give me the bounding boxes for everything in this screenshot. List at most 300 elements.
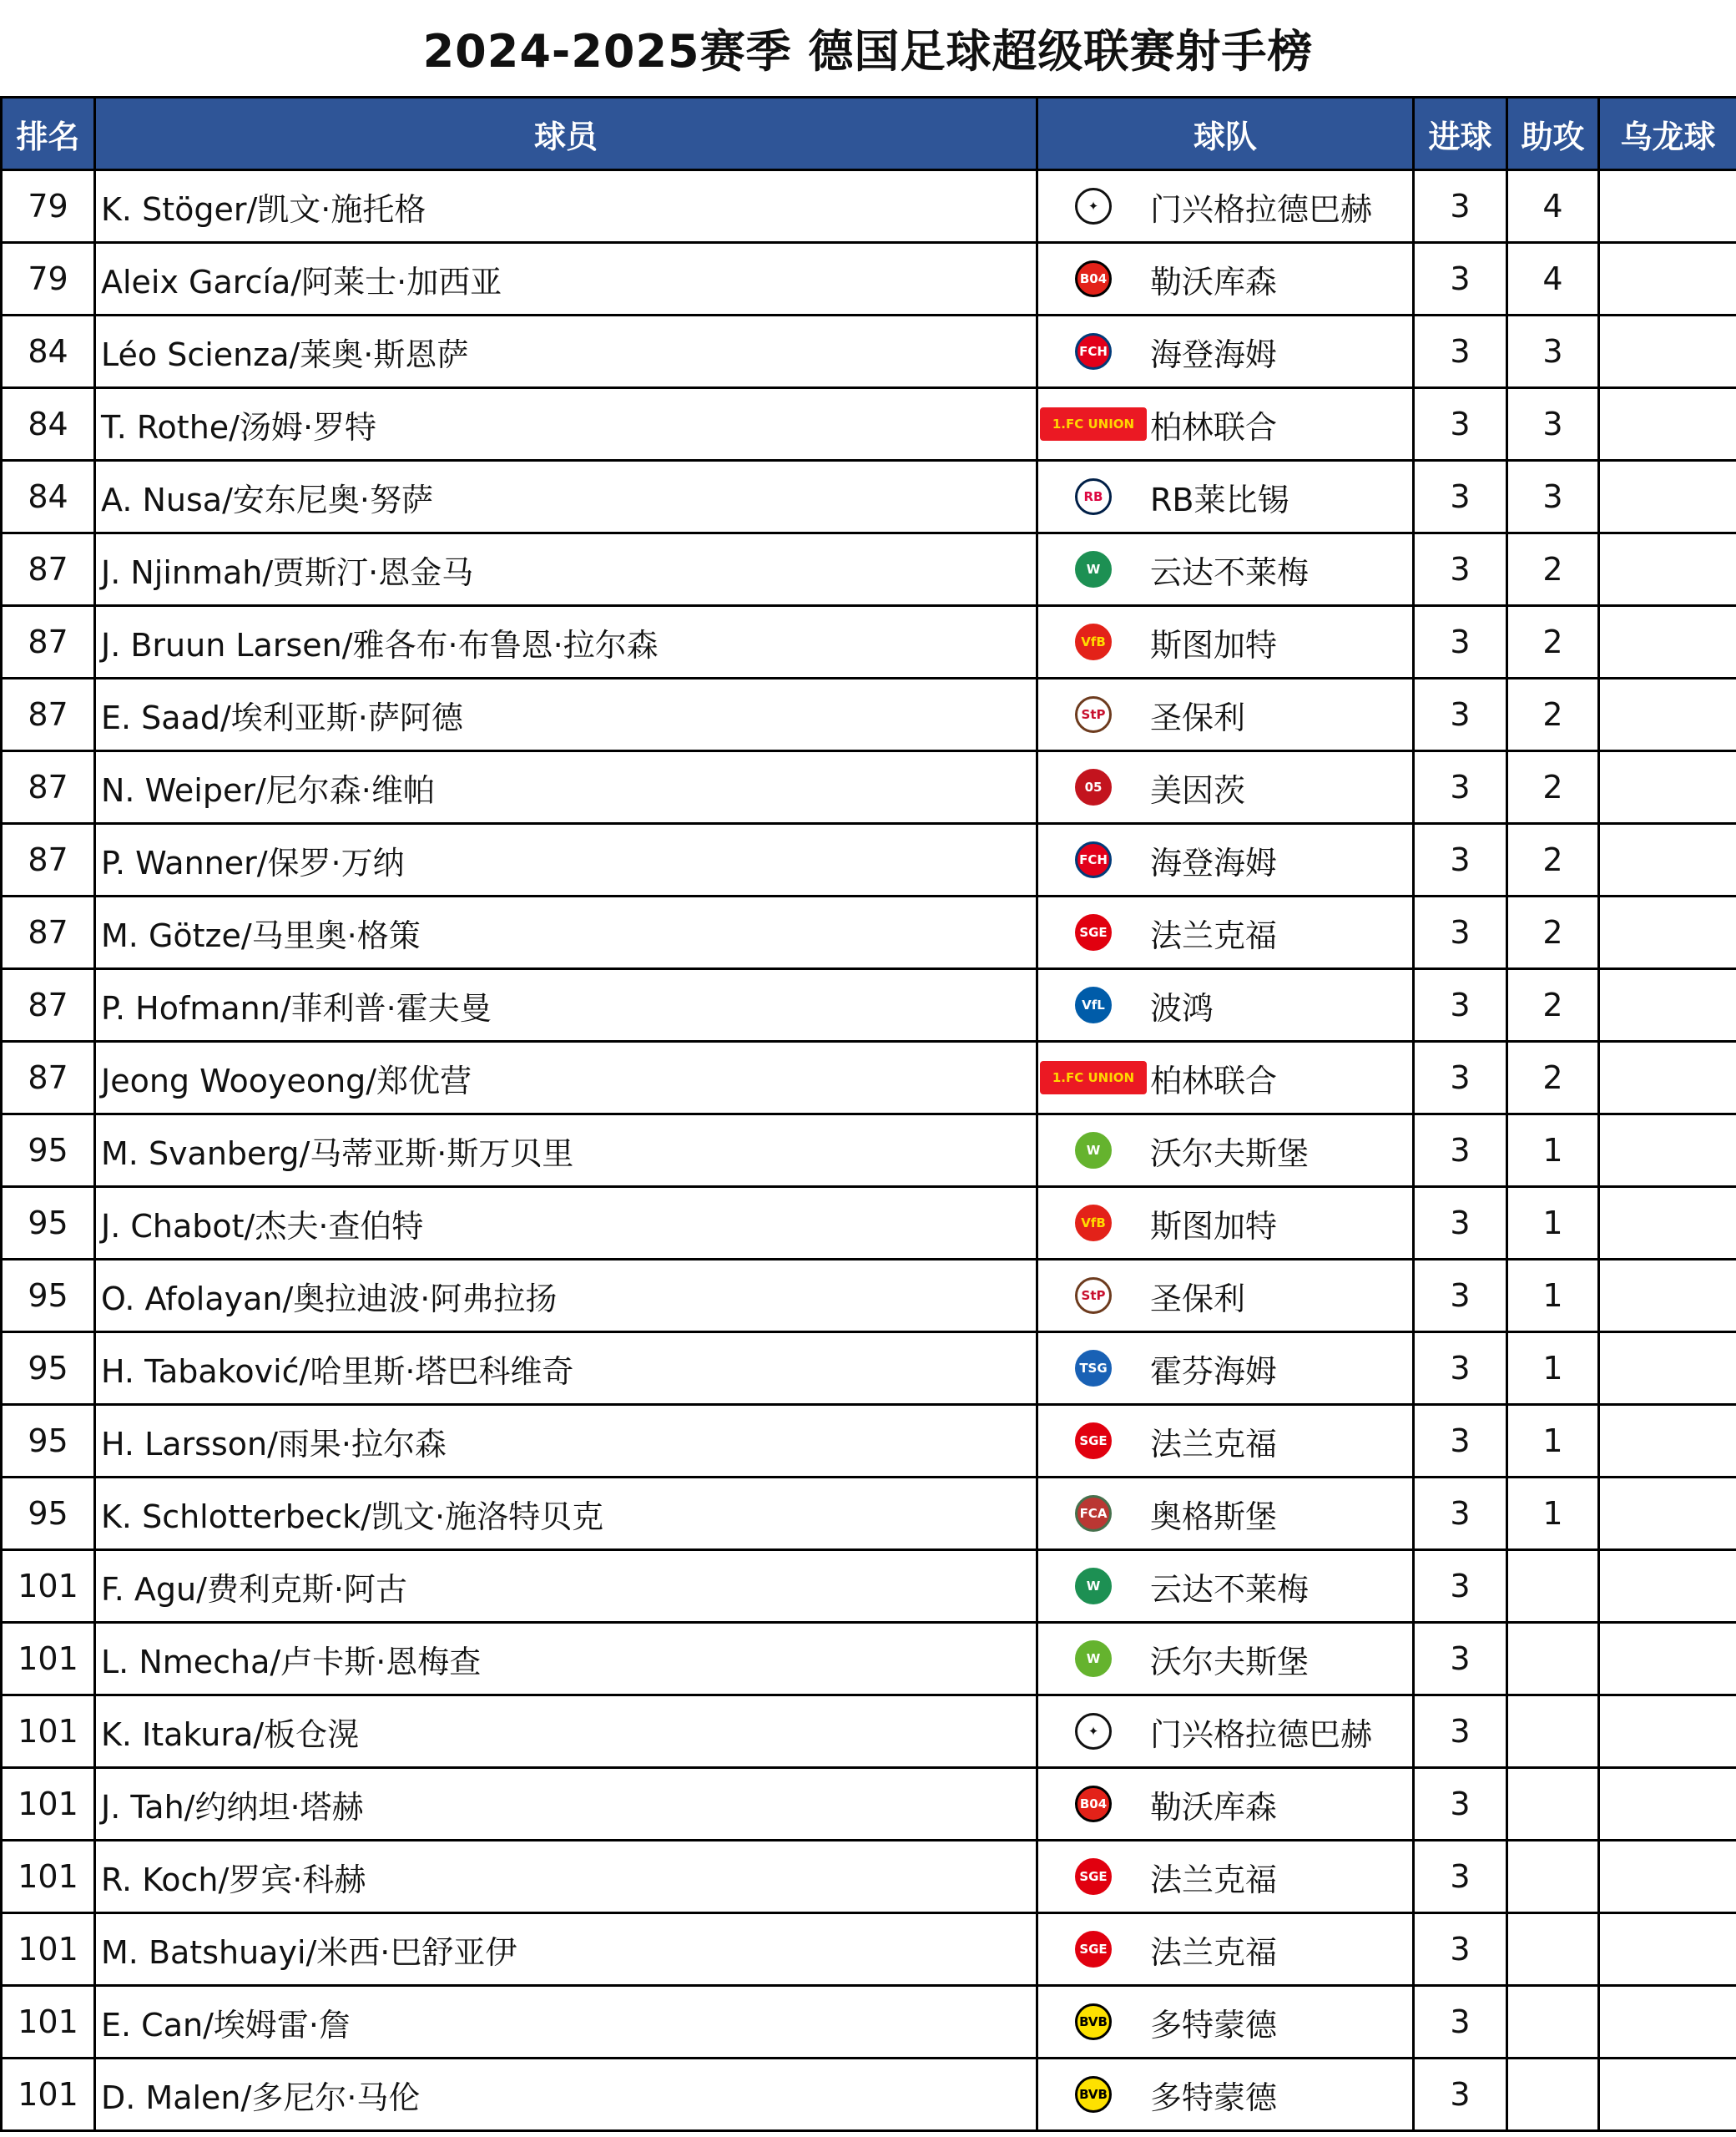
assists-cell: 3 <box>1507 316 1599 388</box>
rank-cell: 101 <box>2 1913 95 1986</box>
rb-leipzig-logo: RB <box>1075 478 1112 515</box>
assists-cell: 2 <box>1507 533 1599 606</box>
own-goals-cell <box>1599 1695 1736 1768</box>
player-cell: Léo Scienza/莱奥·斯恩萨 <box>95 316 1037 388</box>
team-cell <box>1037 1695 1414 1768</box>
own-goals-cell <box>1599 316 1736 388</box>
assists-cell: 1 <box>1507 1260 1599 1332</box>
logo-slot <box>1038 260 1148 297</box>
team-name: 门兴格拉德巴赫 <box>1150 1715 1373 1753</box>
player-cell: H. Larsson/雨果·拉尔森 <box>95 1405 1037 1478</box>
page-title: 2024-2025赛季 德国足球超级联赛射手榜 <box>422 25 1314 78</box>
team-name: 法兰克福 <box>1150 1425 1278 1463</box>
team-cell <box>1037 170 1414 243</box>
logo-slot <box>1038 1495 1148 1532</box>
goals-cell: 3 <box>1414 1986 1507 2059</box>
player-cell: R. Koch/罗宾·科赫 <box>95 1841 1037 1913</box>
own-goals-cell <box>1599 1114 1736 1187</box>
goals-cell: 3 <box>1414 1114 1507 1187</box>
logo-slot <box>1038 551 1148 588</box>
team-wrap <box>1038 679 1412 750</box>
assists-cell: 2 <box>1507 751 1599 824</box>
assists-cell: 2 <box>1507 679 1599 751</box>
assists-cell: 1 <box>1507 1332 1599 1405</box>
goals-cell: 3 <box>1414 1187 1507 1260</box>
team-name: 美因茨 <box>1150 771 1246 809</box>
team-wrap <box>1038 1551 1412 1621</box>
team-cell <box>1037 2059 1414 2131</box>
logo-slot <box>1038 2003 1148 2040</box>
rank-cell: 84 <box>2 461 95 533</box>
assists-cell: 1 <box>1507 1187 1599 1260</box>
table-row <box>2 1841 1736 1913</box>
team-cell <box>1037 1550 1414 1623</box>
rank-cell: 101 <box>2 1841 95 1913</box>
assists-cell <box>1507 1623 1599 1695</box>
team-name: 柏林联合 <box>1150 408 1278 446</box>
goals-cell: 3 <box>1414 1332 1507 1405</box>
assists-cell: 2 <box>1507 1042 1599 1114</box>
rank-cell: 84 <box>2 388 95 461</box>
table-row <box>2 1260 1736 1332</box>
team-cell <box>1037 824 1414 897</box>
team-name: 斯图加特 <box>1150 1207 1278 1245</box>
logo-slot <box>1038 1858 1148 1895</box>
player-cell: O. Afolayan/奥拉迪波·阿弗拉扬 <box>95 1260 1037 1332</box>
team-cell <box>1037 1986 1414 2059</box>
team-wrap <box>1038 1406 1412 1476</box>
own-goals-cell <box>1599 1623 1736 1695</box>
logo-slot <box>1038 2076 1148 2113</box>
werder-bremen-logo: W <box>1075 551 1112 588</box>
team-name: 门兴格拉德巴赫 <box>1150 190 1373 228</box>
logo-slot <box>1038 188 1148 225</box>
table-row <box>2 1695 1736 1768</box>
header-row <box>2 98 1736 170</box>
table-row <box>2 751 1736 824</box>
player-cell: L. Nmecha/卢卡斯·恩梅查 <box>95 1623 1037 1695</box>
frankfurt-eagle-logo: SGE <box>1075 1422 1112 1459</box>
table-row <box>2 824 1736 897</box>
team-name: 圣保利 <box>1150 1280 1246 1317</box>
logo-slot <box>1038 1568 1148 1604</box>
own-goals-cell <box>1599 751 1736 824</box>
dortmund-logo: BVB <box>1075 2003 1112 2040</box>
team-wrap <box>1038 534 1412 604</box>
team-wrap <box>1038 244 1412 314</box>
rank-cell: 87 <box>2 969 95 1042</box>
logo-slot <box>1038 1205 1148 1241</box>
table-row <box>2 316 1736 388</box>
gladbach-logo: ✦ <box>1075 188 1112 225</box>
team-cell <box>1037 1042 1414 1114</box>
assists-cell: 2 <box>1507 897 1599 969</box>
logo-slot <box>1038 696 1148 733</box>
team-wrap <box>1038 1987 1412 2057</box>
team-name: 圣保利 <box>1150 699 1246 736</box>
team-wrap <box>1038 1260 1412 1331</box>
own-goals-cell <box>1599 1768 1736 1841</box>
team-name: 法兰克福 <box>1150 1933 1278 1971</box>
team-name: 柏林联合 <box>1150 1062 1278 1099</box>
logo-slot <box>1038 1350 1148 1387</box>
logo-slot <box>1038 1931 1148 1968</box>
own-goals-cell <box>1599 533 1736 606</box>
leverkusen-logo: B04 <box>1075 260 1112 297</box>
team-name: 勒沃库森 <box>1150 263 1278 301</box>
table-header <box>2 98 1736 170</box>
logo-slot <box>1038 1277 1148 1314</box>
own-goals-cell <box>1599 2059 1736 2131</box>
team-wrap <box>1038 970 1412 1040</box>
goals-cell: 3 <box>1414 388 1507 461</box>
rank-cell: 95 <box>2 1260 95 1332</box>
own-goals-cell <box>1599 897 1736 969</box>
team-name: 法兰克福 <box>1150 1861 1278 1898</box>
assists-cell: 2 <box>1507 969 1599 1042</box>
goals-cell: 3 <box>1414 1768 1507 1841</box>
rank-cell: 95 <box>2 1478 95 1550</box>
team-name: 海登海姆 <box>1150 336 1278 373</box>
table-row <box>2 388 1736 461</box>
table-row <box>2 1550 1736 1623</box>
team-wrap <box>1038 752 1412 822</box>
team-wrap <box>1038 1115 1412 1185</box>
own-goals-cell <box>1599 461 1736 533</box>
rank-cell: 87 <box>2 679 95 751</box>
rank-cell: 95 <box>2 1187 95 1260</box>
player-cell: E. Can/埃姆雷·詹 <box>95 1986 1037 2059</box>
frankfurt-eagle-logo: SGE <box>1075 914 1112 951</box>
team-name: 云达不莱梅 <box>1150 553 1310 591</box>
own-goals-cell <box>1599 1478 1736 1550</box>
team-wrap <box>1038 2059 1412 2129</box>
werder-bremen-logo: W <box>1075 1568 1112 1604</box>
stuttgart-logo: VfB <box>1075 624 1112 660</box>
logo-slot <box>1038 769 1148 806</box>
team-name: 法兰克福 <box>1150 917 1278 954</box>
team-cell <box>1037 751 1414 824</box>
own-goals-cell <box>1599 1332 1736 1405</box>
player-cell: M. Batshuayi/米西·巴舒亚伊 <box>95 1913 1037 1986</box>
team-cell <box>1037 969 1414 1042</box>
assists-cell: 4 <box>1507 170 1599 243</box>
player-cell: P. Hofmann/菲利普·霍夫曼 <box>95 969 1037 1042</box>
team-cell <box>1037 533 1414 606</box>
team-cell <box>1037 243 1414 316</box>
union-berlin-logo: 1.FC UNION <box>1040 1061 1147 1094</box>
team-wrap <box>1038 316 1412 386</box>
team-name: 沃尔夫斯堡 <box>1150 1134 1310 1172</box>
player-cell: K. Schlotterbeck/凯文·施洛特贝克 <box>95 1478 1037 1550</box>
wolfsburg-logo: W <box>1075 1132 1112 1169</box>
own-goals-cell <box>1599 170 1736 243</box>
goals-cell: 3 <box>1414 751 1507 824</box>
wolfsburg-logo: W <box>1075 1640 1112 1677</box>
player-cell: N. Weiper/尼尔森·维帕 <box>95 751 1037 824</box>
team-cell <box>1037 1478 1414 1550</box>
assists-cell <box>1507 1768 1599 1841</box>
rank-cell: 101 <box>2 1695 95 1768</box>
goals-cell: 3 <box>1414 170 1507 243</box>
own-goals-cell <box>1599 1986 1736 2059</box>
rank-cell: 79 <box>2 243 95 316</box>
table-row <box>2 1332 1736 1405</box>
team-name: 霍芬海姆 <box>1150 1352 1278 1390</box>
goals-cell: 3 <box>1414 533 1507 606</box>
logo-slot <box>1038 1640 1148 1677</box>
team-wrap <box>1038 1841 1412 1912</box>
rank-cell: 87 <box>2 751 95 824</box>
goals-cell: 3 <box>1414 969 1507 1042</box>
table-row <box>2 1405 1736 1478</box>
table-row <box>2 679 1736 751</box>
player-cell: P. Wanner/保罗·万纳 <box>95 824 1037 897</box>
rank-cell: 87 <box>2 897 95 969</box>
team-cell <box>1037 1114 1414 1187</box>
team-cell <box>1037 679 1414 751</box>
player-cell: Jeong Wooyeong/郑优营 <box>95 1042 1037 1114</box>
goals-cell: 3 <box>1414 897 1507 969</box>
rank-cell: 95 <box>2 1405 95 1478</box>
player-cell: J. Njinmah/贾斯汀·恩金马 <box>95 533 1037 606</box>
team-cell <box>1037 897 1414 969</box>
assists-cell: 1 <box>1507 1114 1599 1187</box>
union-berlin-logo: 1.FC UNION <box>1040 407 1147 441</box>
rank-cell: 101 <box>2 1768 95 1841</box>
team-wrap <box>1038 389 1412 459</box>
assists-cell: 3 <box>1507 461 1599 533</box>
hoffenheim-logo: TSG <box>1075 1350 1112 1387</box>
team-cell <box>1037 1913 1414 1986</box>
team-wrap <box>1038 607 1412 677</box>
scorers-table <box>0 96 1736 2132</box>
goals-cell: 3 <box>1414 1405 1507 1478</box>
team-name: 多特蒙德 <box>1150 2079 1278 2116</box>
mainz-logo: 05 <box>1075 769 1112 806</box>
team-cell <box>1037 1260 1414 1332</box>
logo-slot <box>1038 1786 1148 1822</box>
header-rank: 排名 <box>2 98 95 170</box>
table-row <box>2 170 1736 243</box>
header-player: 球员 <box>95 98 1037 170</box>
own-goals-cell <box>1599 1913 1736 1986</box>
header-team: 球队 <box>1037 98 1414 170</box>
goals-cell: 3 <box>1414 1841 1507 1913</box>
team-wrap <box>1038 897 1412 967</box>
player-cell: M. Götze/马里奥·格策 <box>95 897 1037 969</box>
team-name: 勒沃库森 <box>1150 1788 1278 1826</box>
team-wrap <box>1038 1333 1412 1403</box>
assists-cell <box>1507 1550 1599 1623</box>
table-row <box>2 461 1736 533</box>
table-row <box>2 1986 1736 2059</box>
player-cell: K. Itakura/板仓滉 <box>95 1695 1037 1768</box>
team-name: 海登海姆 <box>1150 844 1278 882</box>
team-wrap <box>1038 1188 1412 1258</box>
assists-cell <box>1507 2059 1599 2131</box>
player-cell: J. Bruun Larsen/雅各布·布鲁恩·拉尔森 <box>95 606 1037 679</box>
assists-cell: 4 <box>1507 243 1599 316</box>
assists-cell <box>1507 1986 1599 2059</box>
team-name: 奥格斯堡 <box>1150 1498 1278 1535</box>
own-goals-cell <box>1599 1841 1736 1913</box>
assists-cell <box>1507 1913 1599 1986</box>
stuttgart-logo: VfB <box>1075 1205 1112 1241</box>
frankfurt-eagle-logo: SGE <box>1075 1931 1112 1968</box>
table-row <box>2 1768 1736 1841</box>
st-pauli-logo: StP <box>1075 696 1112 733</box>
leverkusen-logo: B04 <box>1075 1786 1112 1822</box>
team-name: 斯图加特 <box>1150 626 1278 664</box>
table-row <box>2 1623 1736 1695</box>
rank-cell: 79 <box>2 170 95 243</box>
table-row <box>2 969 1736 1042</box>
table-row <box>2 1913 1736 1986</box>
team-wrap <box>1038 1696 1412 1766</box>
table-row <box>2 1114 1736 1187</box>
logo-slot <box>1038 1061 1148 1094</box>
table-row <box>2 1478 1736 1550</box>
rank-cell: 84 <box>2 316 95 388</box>
rank-cell: 101 <box>2 1623 95 1695</box>
team-cell <box>1037 388 1414 461</box>
team-wrap <box>1038 462 1412 532</box>
heidenheim-logo: FCH <box>1075 841 1112 878</box>
team-cell <box>1037 316 1414 388</box>
team-wrap <box>1038 1624 1412 1694</box>
goals-cell: 3 <box>1414 606 1507 679</box>
team-wrap <box>1038 1914 1412 1984</box>
player-cell: D. Malen/多尼尔·马伦 <box>95 2059 1037 2131</box>
table-row <box>2 897 1736 969</box>
table-row <box>2 1187 1736 1260</box>
gladbach-logo: ✦ <box>1075 1713 1112 1750</box>
own-goals-cell <box>1599 606 1736 679</box>
header-goals: 进球 <box>1414 98 1507 170</box>
assists-cell <box>1507 1841 1599 1913</box>
logo-slot <box>1038 478 1148 515</box>
team-wrap <box>1038 171 1412 241</box>
goals-cell: 3 <box>1414 679 1507 751</box>
player-cell: M. Svanberg/马蒂亚斯·斯万贝里 <box>95 1114 1037 1187</box>
player-cell: F. Agu/费利克斯·阿古 <box>95 1550 1037 1623</box>
player-cell: E. Saad/埃利亚斯·萨阿德 <box>95 679 1037 751</box>
rank-cell: 87 <box>2 606 95 679</box>
rank-cell: 95 <box>2 1332 95 1405</box>
team-name: 多特蒙德 <box>1150 2006 1278 2044</box>
team-cell <box>1037 1332 1414 1405</box>
goals-cell: 3 <box>1414 824 1507 897</box>
goals-cell: 3 <box>1414 461 1507 533</box>
player-cell: J. Tah/约纳坦·塔赫 <box>95 1768 1037 1841</box>
team-cell <box>1037 1841 1414 1913</box>
player-cell: T. Rothe/汤姆·罗特 <box>95 388 1037 461</box>
augsburg-logo: FCA <box>1075 1495 1112 1532</box>
table-row <box>2 243 1736 316</box>
team-wrap <box>1038 1769 1412 1839</box>
frankfurt-eagle-logo: SGE <box>1075 1858 1112 1895</box>
team-cell <box>1037 1623 1414 1695</box>
own-goals-cell <box>1599 1260 1736 1332</box>
logo-slot <box>1038 1713 1148 1750</box>
player-cell: J. Chabot/杰夫·查伯特 <box>95 1187 1037 1260</box>
player-cell: A. Nusa/安东尼奥·努萨 <box>95 461 1037 533</box>
goals-cell: 3 <box>1414 1260 1507 1332</box>
goals-cell: 3 <box>1414 1478 1507 1550</box>
goals-cell: 3 <box>1414 1695 1507 1768</box>
team-name: 波鸿 <box>1150 989 1214 1027</box>
dortmund-logo: BVB <box>1075 2076 1112 2113</box>
team-cell <box>1037 1187 1414 1260</box>
team-name: RB莱比锡 <box>1150 481 1289 518</box>
goals-cell: 3 <box>1414 1042 1507 1114</box>
logo-slot <box>1038 1422 1148 1459</box>
logo-slot <box>1038 333 1148 370</box>
assists-cell <box>1507 1695 1599 1768</box>
rank-cell: 101 <box>2 2059 95 2131</box>
logo-slot <box>1038 987 1148 1023</box>
team-wrap <box>1038 1478 1412 1548</box>
logo-slot <box>1038 1132 1148 1169</box>
goals-cell: 3 <box>1414 2059 1507 2131</box>
assists-cell: 1 <box>1507 1405 1599 1478</box>
assists-cell: 3 <box>1507 388 1599 461</box>
own-goals-cell <box>1599 824 1736 897</box>
table-row <box>2 606 1736 679</box>
rank-cell: 101 <box>2 1986 95 2059</box>
own-goals-cell <box>1599 243 1736 316</box>
st-pauli-logo: StP <box>1075 1277 1112 1314</box>
goals-cell: 3 <box>1414 316 1507 388</box>
logo-slot <box>1038 407 1148 441</box>
own-goals-cell <box>1599 1550 1736 1623</box>
assists-cell: 2 <box>1507 824 1599 897</box>
player-cell: H. Tabaković/哈里斯·塔巴科维奇 <box>95 1332 1037 1405</box>
heidenheim-logo: FCH <box>1075 333 1112 370</box>
rank-cell: 87 <box>2 533 95 606</box>
bochum-logo: VfL <box>1075 987 1112 1023</box>
goals-cell: 3 <box>1414 1550 1507 1623</box>
team-wrap <box>1038 1043 1412 1113</box>
assists-cell: 1 <box>1507 1478 1599 1550</box>
rank-cell: 101 <box>2 1550 95 1623</box>
logo-slot <box>1038 841 1148 878</box>
own-goals-cell <box>1599 679 1736 751</box>
team-cell <box>1037 1768 1414 1841</box>
own-goals-cell <box>1599 1042 1736 1114</box>
team-name: 沃尔夫斯堡 <box>1150 1643 1310 1680</box>
team-name: 云达不莱梅 <box>1150 1570 1310 1608</box>
rank-cell: 87 <box>2 1042 95 1114</box>
team-cell <box>1037 1405 1414 1478</box>
table-row <box>2 2059 1736 2131</box>
own-goals-cell <box>1599 1405 1736 1478</box>
table-row <box>2 533 1736 606</box>
player-cell: Aleix García/阿莱士·加西亚 <box>95 243 1037 316</box>
header-own-goals: 乌龙球 <box>1599 98 1736 170</box>
own-goals-cell <box>1599 1187 1736 1260</box>
rank-cell: 95 <box>2 1114 95 1187</box>
logo-slot <box>1038 914 1148 951</box>
player-cell: K. Stöger/凯文·施托格 <box>95 170 1037 243</box>
logo-slot <box>1038 624 1148 660</box>
assists-cell: 2 <box>1507 606 1599 679</box>
table-body <box>2 170 1736 2131</box>
goals-cell: 3 <box>1414 1623 1507 1695</box>
goals-cell: 3 <box>1414 1913 1507 1986</box>
team-wrap <box>1038 825 1412 895</box>
